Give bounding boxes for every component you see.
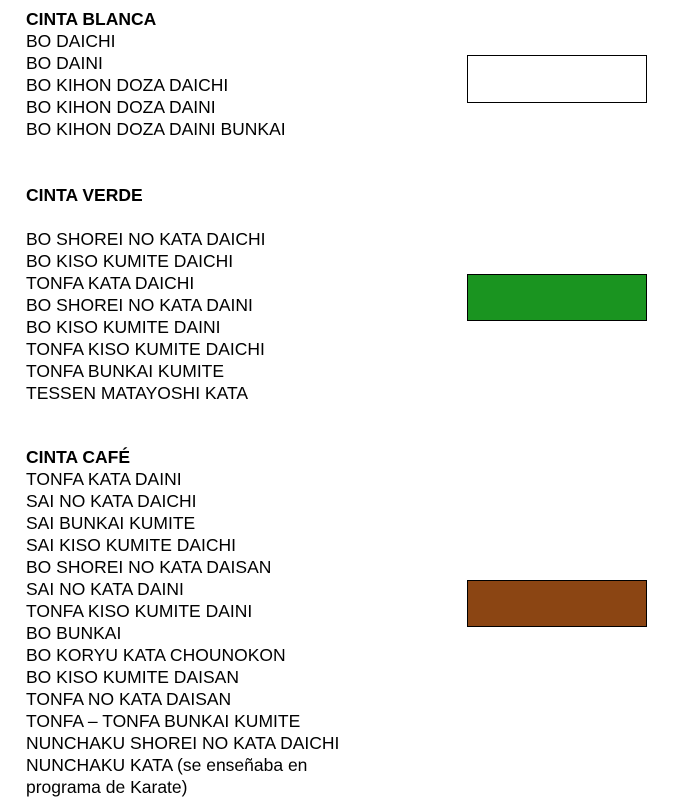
list-item: TESSEN MATAYOSHI KATA	[26, 383, 249, 403]
list-item: BO KORYU KATA CHOUNOKON	[26, 645, 286, 665]
list-item: BO KISO KUMITE DAICHI	[26, 251, 234, 271]
section-title: CINTA VERDE	[26, 185, 143, 205]
list-item: programa de Karate)	[26, 777, 188, 797]
list-item: SAI BUNKAI KUMITE	[26, 513, 196, 533]
list-item: BO SHOREI NO KATA DAICHI	[26, 229, 266, 249]
kata-list	[26, 30, 446, 140]
list-item: BO BUNKAI	[26, 623, 122, 643]
kata-list	[26, 228, 446, 404]
list-item: TONFA KATA DAICHI	[26, 273, 195, 293]
belt-color-swatch-green	[467, 274, 647, 321]
list-item: BO SHOREI NO KATA DAINI	[26, 295, 253, 315]
list-item: SAI KISO KUMITE DAICHI	[26, 535, 237, 555]
kata-list	[26, 468, 446, 798]
section-cinta-cafe	[26, 446, 446, 798]
list-item: NUNCHAKU SHOREI NO KATA DAICHI	[26, 733, 340, 753]
section-title: CINTA CAFÉ	[26, 447, 131, 467]
list-item: BO DAICHI	[26, 31, 116, 51]
list-item: SAI NO KATA DAICHI	[26, 491, 197, 511]
section-cinta-verde	[26, 184, 446, 404]
list-item: SAI NO KATA DAINI	[26, 579, 184, 599]
list-item: NUNCHAKU KATA (se enseñaba en	[26, 755, 308, 775]
list-item: TONFA NO KATA DAISAN	[26, 689, 232, 709]
list-item: BO KIHON DOZA DAINI BUNKAI	[26, 119, 286, 139]
list-item: BO DAINI	[26, 53, 103, 73]
belt-color-swatch-white	[467, 55, 647, 103]
list-item: BO KISO KUMITE DAISAN	[26, 667, 239, 687]
list-item: BO KIHON DOZA DAINI	[26, 97, 216, 117]
list-item: TONFA KISO KUMITE DAINI	[26, 601, 253, 621]
list-item: BO KIHON DOZA DAICHI	[26, 75, 229, 95]
section-title: CINTA BLANCA	[26, 9, 157, 29]
belt-color-swatch-brown	[467, 580, 647, 627]
section-cinta-blanca	[26, 8, 446, 140]
list-item: BO KISO KUMITE DAINI	[26, 317, 221, 337]
list-item: TONFA – TONFA BUNKAI KUMITE	[26, 711, 301, 731]
list-item: TONFA KISO KUMITE DAICHI	[26, 339, 265, 359]
list-item: TONFA BUNKAI KUMITE	[26, 361, 225, 381]
list-item: TONFA KATA DAINI	[26, 469, 182, 489]
list-item: BO SHOREI NO KATA DAISAN	[26, 557, 272, 577]
